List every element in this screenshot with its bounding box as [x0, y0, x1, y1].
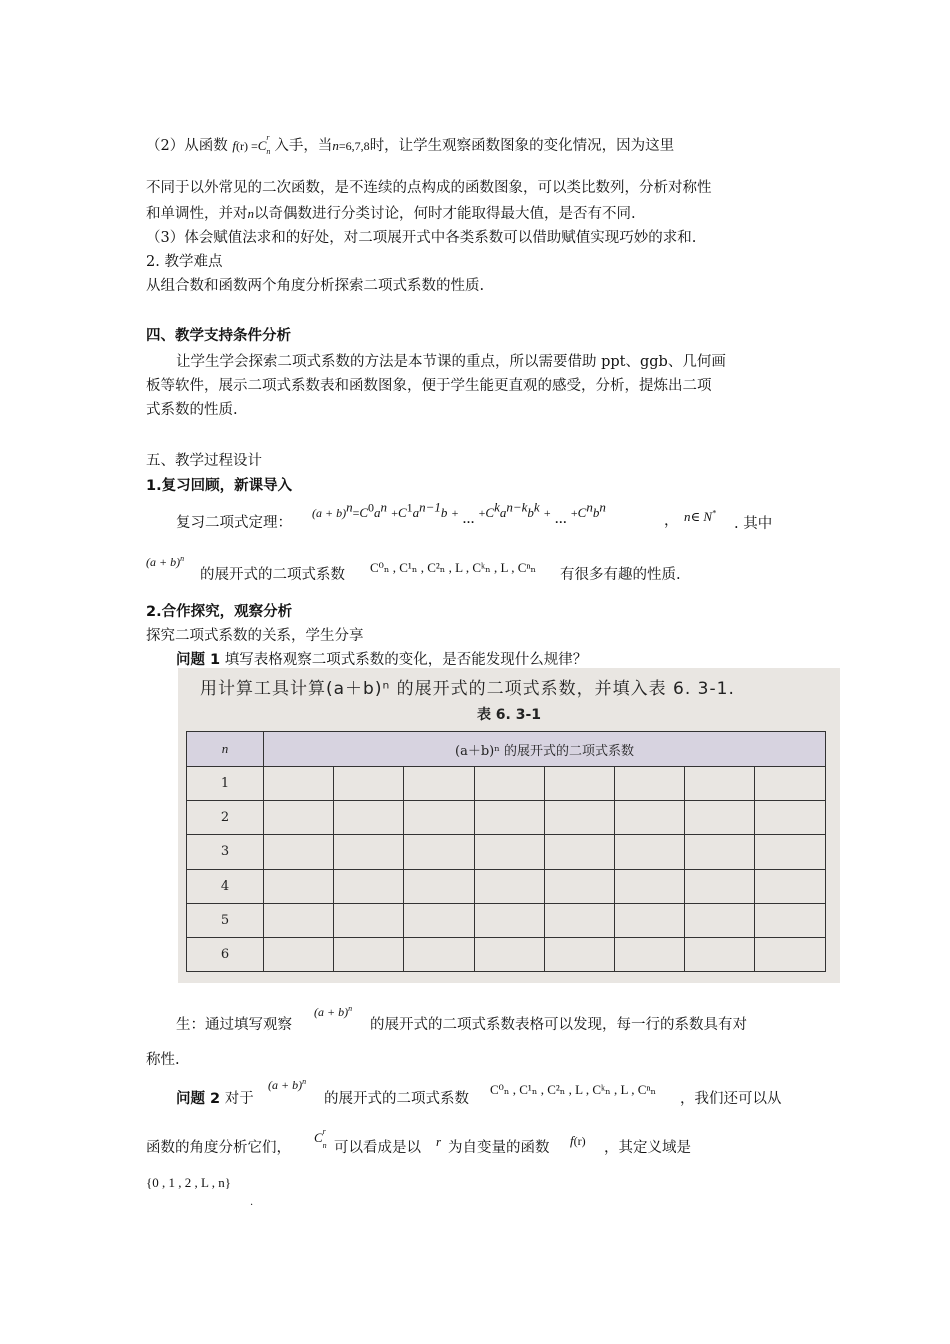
blank-cell — [615, 801, 685, 835]
blank-cell — [404, 903, 474, 937]
blank-cell — [615, 903, 685, 937]
table-row — [187, 801, 826, 835]
text: 以奇偶数进行分类讨论，何时才能取得最大值，是否有不同. — [254, 206, 636, 222]
blank-cell — [685, 869, 755, 903]
sup: n — [346, 499, 353, 515]
blank-cell — [544, 801, 614, 835]
blank-cell — [685, 835, 755, 869]
question-label: 问题 1 — [176, 652, 221, 668]
math-r: r — [436, 1134, 442, 1149]
math-n: n — [332, 138, 339, 153]
math: a — [374, 505, 381, 520]
textbook-image — [178, 668, 840, 983]
sup: n — [586, 499, 593, 515]
section-heading: 四、教学支持条件分析 — [146, 328, 291, 344]
blank-cell — [615, 767, 685, 801]
blank-cell — [264, 903, 334, 937]
math: + — [451, 506, 459, 520]
blank-cell — [685, 767, 755, 801]
question-label: 问题 2 — [176, 1091, 221, 1107]
blank-cell — [755, 903, 826, 937]
math: n∈ N — [684, 509, 713, 524]
blank-cell — [544, 767, 614, 801]
math: b — [527, 505, 534, 520]
math — [146, 552, 184, 572]
blank-cell — [755, 937, 826, 971]
blank-cell — [474, 835, 544, 869]
row-n: 6 — [187, 937, 264, 971]
ellipsis: … — [462, 512, 475, 526]
blank-cell — [334, 835, 404, 869]
sup: n — [302, 1077, 307, 1086]
sup: n−k — [506, 499, 528, 515]
math: a — [412, 505, 420, 520]
blank-cell — [685, 903, 755, 937]
blank-cell — [334, 903, 404, 937]
text: 的展开式的二项式系数表格可以发现，每一行的系数具有对 — [370, 1017, 747, 1033]
blank-cell — [544, 937, 614, 971]
text: ，其定义域是 — [604, 1140, 691, 1156]
binomial-formula — [312, 499, 606, 526]
text: 入手，当 — [274, 138, 333, 154]
text: 对于 — [224, 1091, 254, 1107]
subsection-heading: 2.合作探究，观察分析 — [146, 604, 293, 620]
blank-cell — [544, 903, 614, 937]
math: + — [570, 506, 578, 520]
row-n: 5 — [187, 903, 264, 937]
math: C — [397, 505, 407, 520]
math: =6,7,8 — [338, 139, 370, 153]
sup: k — [494, 499, 500, 515]
table-row — [187, 767, 826, 801]
math: b — [592, 505, 600, 520]
text: 为自变量的函数 — [448, 1140, 550, 1156]
subheading: 2. 教学难点 — [146, 254, 223, 270]
text: 的展开式的二项式系数 — [200, 567, 345, 583]
math: C — [577, 505, 587, 520]
math: + — [391, 506, 398, 520]
paragraph-line — [146, 133, 675, 156]
row-n: 2 — [187, 801, 264, 835]
header-n-label: n — [221, 741, 229, 756]
blank-cell — [474, 801, 544, 835]
blank-cell — [755, 801, 826, 835]
math: (a + b) — [146, 555, 181, 569]
blank-cell — [544, 835, 614, 869]
blank-cell — [334, 869, 404, 903]
math: (r) = — [235, 139, 258, 153]
paragraph-line: 不同于以外常见的二次函数，是不连续的点构成的函数图象，可以类比数列，分析对称性 — [146, 180, 712, 196]
text: ， — [664, 513, 679, 529]
question-1 — [176, 650, 587, 670]
math-C: C — [257, 138, 267, 153]
math: (a + b) — [312, 506, 347, 520]
blank-cell — [474, 937, 544, 971]
ellipsis: … — [554, 512, 567, 526]
sub: n — [266, 147, 271, 156]
paragraph-line: 从组合数和函数两个角度分析探索二项式系数的性质. — [146, 278, 485, 294]
math-f: f — [232, 138, 236, 153]
paragraph-line: 板等软件，展示二项式系数表和函数图象，便于学生能更直观的感受，分析，提炼出二项 — [146, 378, 712, 394]
blank-cell — [755, 835, 826, 869]
text: 生：通过填写观察 — [176, 1017, 292, 1033]
sup: * — [712, 508, 717, 518]
math: C — [359, 505, 369, 520]
question-2 — [176, 1089, 254, 1109]
row-n: 1 — [187, 767, 264, 801]
text: 复习二项式定理： — [176, 515, 292, 531]
sup: 0 — [368, 500, 375, 515]
sup: n — [599, 499, 606, 515]
blank-cell — [264, 767, 334, 801]
math-domain — [684, 507, 716, 527]
text: （2）从函数 — [146, 138, 228, 154]
blank-cell — [544, 869, 614, 903]
math-n: n — [247, 206, 254, 221]
sup: n — [348, 1004, 353, 1013]
blank-cell — [404, 801, 474, 835]
text: 的展开式的二项式系数 — [324, 1091, 469, 1107]
math — [268, 1075, 306, 1095]
table-row — [187, 937, 826, 971]
blank-cell — [474, 903, 544, 937]
text: . 其中 — [734, 516, 773, 532]
header-n — [187, 732, 264, 767]
table-row — [187, 903, 826, 937]
period: . — [250, 1197, 254, 1208]
blank-cell — [334, 801, 404, 835]
blank-cell — [404, 937, 474, 971]
paragraph-line: 探究二项式系数的关系，学生分享 — [146, 628, 364, 644]
math: C — [485, 505, 495, 520]
math: = — [352, 506, 360, 520]
table-row — [187, 869, 826, 903]
subsection-heading: 1.复习回顾，新课导入 — [146, 478, 293, 494]
math: C — [314, 1130, 323, 1145]
coefficient-list: C⁰ₙ , C¹ₙ , C²ₙ , L , Cᵏₙ , L , Cⁿₙ — [490, 1082, 657, 1097]
blank-cell — [404, 869, 474, 903]
math-f — [570, 1131, 586, 1151]
blank-cell — [685, 937, 755, 971]
sub: n — [322, 1141, 327, 1150]
section-heading: 五、教学过程设计 — [146, 453, 262, 469]
coefficient-table — [186, 731, 826, 972]
table-row — [187, 835, 826, 869]
text: 时，让学生观察函数图象的变化情况，因为这里 — [369, 138, 675, 154]
math: (a + b) — [314, 1005, 349, 1019]
blank-cell — [264, 937, 334, 971]
header-coefficients: (a＋b)ⁿ 的展开式的二项式系数 — [264, 732, 826, 767]
math: (r) — [573, 1134, 586, 1148]
blank-cell — [755, 767, 826, 801]
blank-cell — [264, 801, 334, 835]
blank-cell — [685, 801, 755, 835]
blank-cell — [264, 869, 334, 903]
blank-cell — [264, 835, 334, 869]
coefficient-list: C⁰ₙ , C¹ₙ , C²ₙ , L , Cᵏₙ , L , Cⁿₙ — [370, 560, 537, 575]
sup: n−1 — [419, 499, 441, 515]
paragraph-line — [146, 204, 636, 224]
blank-cell — [334, 937, 404, 971]
math: b — [440, 505, 448, 520]
row-n: 3 — [187, 835, 264, 869]
paragraph-line: 式系数的性质. — [146, 402, 238, 418]
text: 填写表格观察二项式系数的变化，是否能发现什么规律？ — [224, 652, 588, 668]
row-n: 4 — [187, 869, 264, 903]
blank-cell — [404, 767, 474, 801]
math-C — [314, 1128, 331, 1148]
binomial-theorem-line — [176, 513, 292, 533]
paragraph-line: 让学生学会探索二项式系数的方法是本节课的重点，所以需要借助 ppt、ggb、几何画 — [176, 354, 726, 370]
text: 函数的角度分析它们， — [146, 1140, 291, 1156]
table-header-row — [187, 732, 826, 767]
paragraph-line: 称性. — [146, 1052, 180, 1068]
text: ，我们还可以从 — [680, 1091, 782, 1107]
blank-cell — [334, 767, 404, 801]
sup: r — [266, 133, 270, 142]
math — [314, 1002, 352, 1022]
math: + — [478, 506, 486, 520]
blank-cell — [404, 835, 474, 869]
text: 和单调性，并对 — [146, 206, 248, 222]
blank-cell — [755, 869, 826, 903]
blank-cell — [615, 937, 685, 971]
function-line — [146, 1138, 291, 1158]
blank-cell — [615, 869, 685, 903]
text: 有很多有趣的性质. — [560, 567, 681, 583]
paragraph-line: （3）体会赋值法求和的好处，对二项展开式中各类系数可以借助赋值实现巧妙的求和. — [146, 230, 697, 246]
sup: r — [322, 1127, 326, 1136]
domain-set: {0 , 1 , 2 , L , n} — [146, 1175, 231, 1190]
sup: n — [180, 554, 185, 563]
math: + — [543, 506, 551, 520]
text: 可以看成是以 — [334, 1140, 421, 1156]
sup: k — [533, 499, 540, 515]
textbook-caption: 用计算工具计算(a＋b)ⁿ 的展开式的二项式系数，并填入表 6. 3-1. — [200, 679, 735, 699]
table-title: 表 6. 3-1 — [476, 707, 542, 723]
math: f — [570, 1133, 574, 1148]
blank-cell — [615, 835, 685, 869]
sup: 1 — [406, 500, 413, 515]
sup: n — [380, 499, 388, 515]
blank-cell — [474, 869, 544, 903]
math: (a + b) — [268, 1078, 303, 1092]
blank-cell — [474, 767, 544, 801]
math: a — [499, 505, 507, 520]
